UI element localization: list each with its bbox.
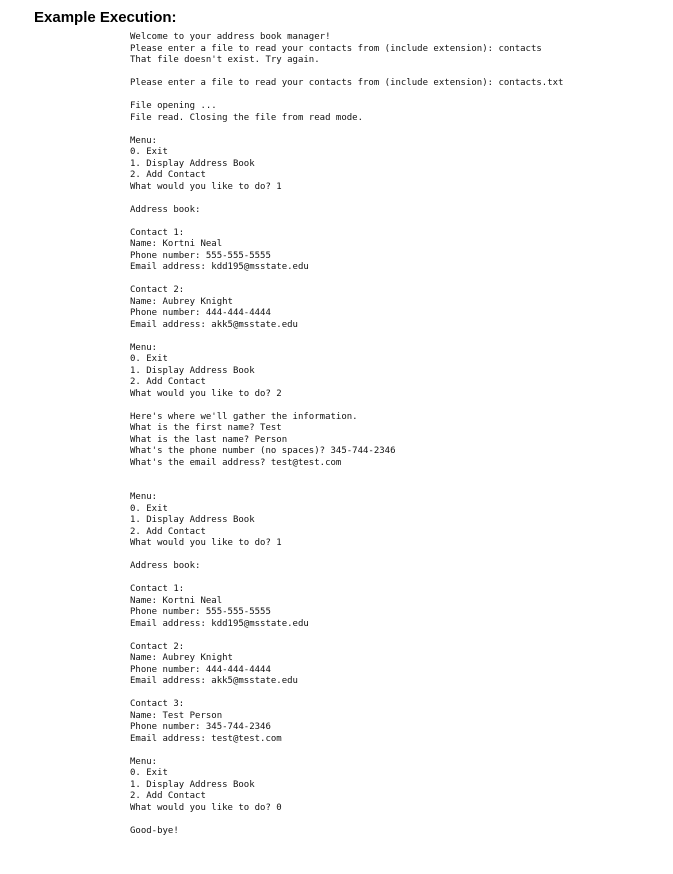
console-line [130,193,660,205]
console-line: 0. Exit [130,503,168,514]
console-line: Email address: akk5@msstate.edu [130,319,298,330]
console-line: Phone number: 444-444-4444 [130,308,271,318]
console-line [130,90,660,102]
console-line: 1. Display Address Book [130,158,255,169]
console-line: File read. Closing the file from read mode. [130,112,363,123]
console-line: Contact 2: [130,641,185,652]
console-line: What would you like to do? 0 [130,802,282,813]
console-line: Email address: akk5@msstate.edu [130,676,298,686]
console-line: That file doesn't exist. Try again. [130,55,320,65]
console-line [130,573,660,585]
console-line [130,550,660,562]
console-line: Menu: [130,756,158,767]
console-line: 2. Add Contact [130,170,206,180]
console-line [130,688,660,700]
console-line: What would you like to do? 1 [130,181,282,192]
console-line: Address book: [130,561,201,571]
console-line [130,630,660,642]
console-line: Here's where we'll gather the information. [130,411,358,422]
console-line: Address book: [130,204,201,215]
console-line [130,67,660,79]
console-line: What would you like to do? 1 [130,538,282,548]
console-line: Phone number: 555-555-5555 [130,250,271,261]
console-line: 2. Add Contact [130,791,206,801]
console-line [130,274,660,286]
console-line: Phone number: 555-555-5555 [130,607,271,617]
console-line: Please enter a file to read your contacts from (include extension): contacts [130,43,542,54]
console-line [130,481,660,493]
page-heading: Example Execution: [34,9,177,26]
console-line: Contact 1: [130,227,185,238]
console-line [130,814,660,826]
console-line: 2. Add Contact [130,526,206,537]
console-line: 0. Exit [130,768,168,778]
console-line: Name: Aubrey Knight [130,653,233,663]
console-line: 2. Add Contact [130,377,206,387]
console-line: Please enter a file to read your contacts from (include extension): contacts.txt [130,78,564,88]
console-line: Email address: test@test.com [130,733,282,744]
console-line: 1. Display Address Book [130,365,255,376]
console-line: Phone number: 345-744-2346 [130,722,271,732]
console-line: 0. Exit [130,354,168,364]
console-line [130,216,660,228]
console-output [130,32,660,837]
console-line: Contact 1: [130,584,185,594]
console-line: What would you like to do? 2 [130,388,282,399]
console-line [130,331,660,343]
console-line: What is the last name? Person [130,434,288,445]
console-line: Name: Kortni Neal [130,239,223,249]
console-line: Email address: kdd195@msstate.edu [130,618,309,629]
console-line [130,400,660,412]
console-line: 0. Exit [130,147,168,157]
console-line [130,469,660,481]
console-line: Contact 2: [130,285,185,295]
console-line: Phone number: 444-444-4444 [130,664,271,675]
console-line: Menu: [130,135,158,146]
console-line: Name: Aubrey Knight [130,296,233,307]
console-line: File opening ... [130,101,217,111]
console-line: Contact 3: [130,699,185,709]
console-line: Good-bye! [130,825,179,836]
console-line [130,745,660,757]
console-line [130,124,660,136]
console-line: 1. Display Address Book [130,779,255,790]
console-line: What's the email address? test@test.com [130,457,342,468]
console-line: Menu: [130,342,158,353]
console-line: Menu: [130,492,158,502]
console-line: What is the first name? Test [130,423,282,433]
console-line: Name: Test Person [130,710,223,721]
console-line: Email address: kdd195@msstate.edu [130,262,309,272]
console-line: What's the phone number (no spaces)? 345-744-2346 [130,446,396,456]
console-line: 1. Display Address Book [130,515,255,525]
console-line: Name: Kortni Neal [130,595,223,606]
console-line: Welcome to your address book manager! [130,32,331,42]
